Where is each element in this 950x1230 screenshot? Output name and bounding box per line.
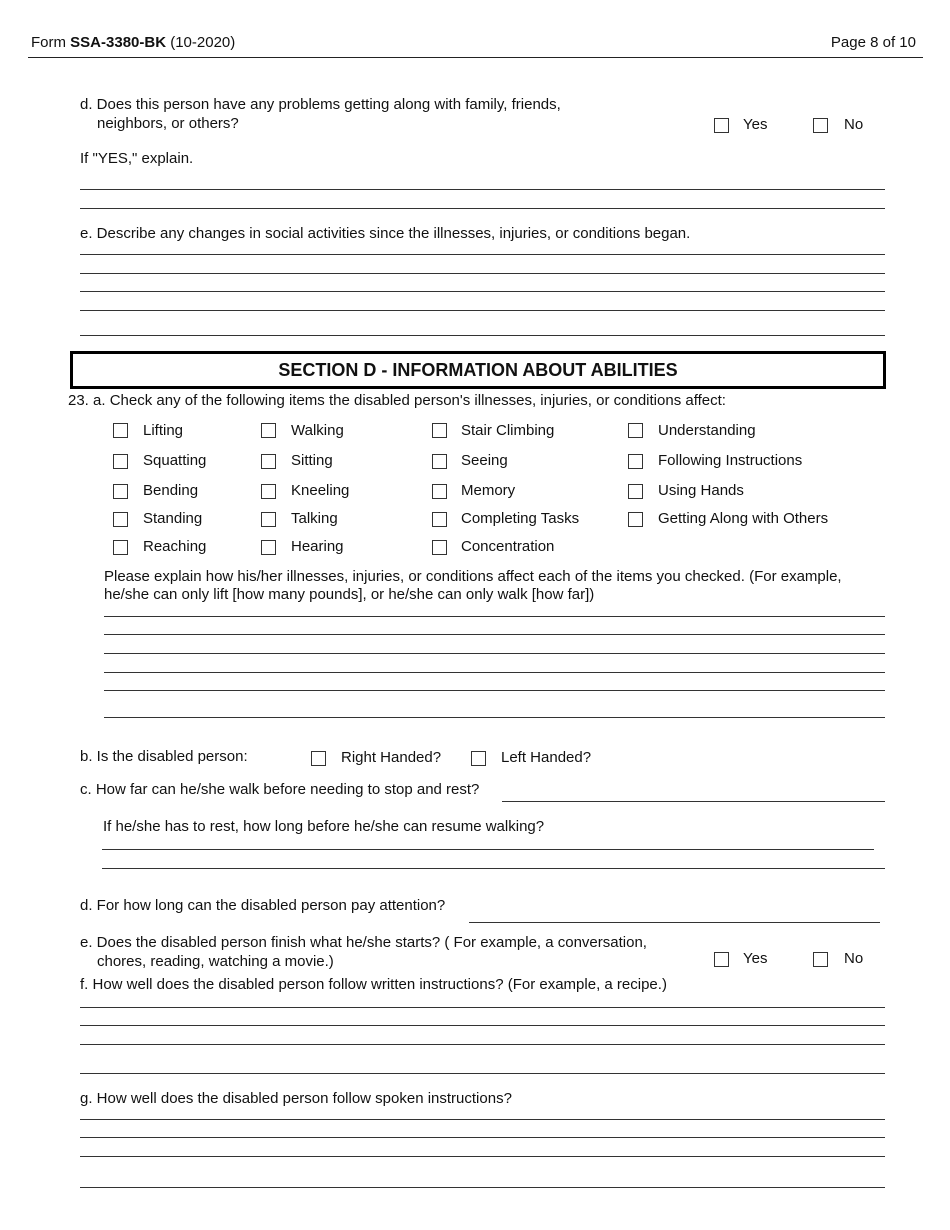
q23a-answer-line[interactable] bbox=[104, 690, 885, 691]
checkbox-squatting[interactable] bbox=[113, 454, 128, 469]
q23a-answer-line[interactable] bbox=[104, 616, 885, 617]
checkbox-sitting[interactable] bbox=[261, 454, 276, 469]
header-divider bbox=[28, 57, 923, 58]
q23b-question: b. Is the disabled person: bbox=[80, 748, 248, 765]
checkbox-understanding[interactable] bbox=[628, 423, 643, 438]
q23e-question-line2: chores, reading, watching a movie.) bbox=[97, 953, 334, 970]
q23a-answer-line[interactable] bbox=[104, 672, 885, 673]
q23a-answer-line[interactable] bbox=[104, 717, 885, 718]
q22e-answer-line[interactable] bbox=[80, 310, 885, 311]
checkbox-memory[interactable] bbox=[432, 484, 447, 499]
label-lifting: Lifting bbox=[143, 422, 184, 439]
q23f-answer-line[interactable] bbox=[80, 1025, 885, 1026]
label-completing-tasks: Completing Tasks bbox=[461, 510, 580, 527]
q22d-no-label: No bbox=[844, 116, 864, 133]
checkbox-kneeling[interactable] bbox=[261, 484, 276, 499]
q22d-yes-label: Yes bbox=[743, 116, 768, 133]
q22d-answer-line[interactable] bbox=[80, 208, 885, 209]
q23c-question: c. How far can he/she walk before needing to stop and rest? bbox=[80, 781, 480, 798]
label-hearing: Hearing bbox=[291, 538, 344, 555]
checkbox-standing[interactable] bbox=[113, 512, 128, 527]
q22e-answer-line[interactable] bbox=[80, 273, 885, 274]
checkbox-walking[interactable] bbox=[261, 423, 276, 438]
q22d-question-line1: d. Does this person have any problems getting along with family, friends, bbox=[80, 96, 561, 113]
q22e-question: e. Describe any changes in social activities since the illnesses, injuries, or conditions began. bbox=[80, 225, 691, 242]
label-talking: Talking bbox=[291, 510, 338, 527]
q22d-answer-line[interactable] bbox=[80, 189, 885, 190]
left-handed-label: Left Handed? bbox=[501, 749, 592, 766]
left-handed-checkbox[interactable] bbox=[471, 751, 486, 766]
q23f-answer-line[interactable] bbox=[80, 1044, 885, 1045]
q23e-question-line1: e. Does the disabled person finish what he/she starts? ( For example, a conversation, bbox=[80, 934, 647, 951]
q23a-question: 23. a. Check any of the following items the disabled person's illnesses, injuries, or conditions affect: bbox=[68, 392, 726, 409]
q23c-followup-answer-line[interactable] bbox=[102, 849, 874, 850]
q23c-followup-answer-line[interactable] bbox=[102, 868, 885, 869]
form-id: SSA-3380-BK bbox=[70, 34, 167, 51]
right-handed-label: Right Handed? bbox=[341, 749, 442, 766]
label-seeing: Seeing bbox=[461, 452, 508, 469]
right-handed-checkbox[interactable] bbox=[311, 751, 326, 766]
label-bending: Bending bbox=[143, 482, 199, 499]
q23e-no-label: No bbox=[844, 950, 864, 967]
label-kneeling: Kneeling bbox=[291, 482, 350, 499]
q23c-answer-line[interactable] bbox=[502, 801, 885, 802]
label-sitting: Sitting bbox=[291, 452, 333, 469]
checkbox-hearing[interactable] bbox=[261, 540, 276, 555]
q23c-followup: If he/she has to rest, how long before he/she can resume walking? bbox=[103, 818, 545, 835]
label-following-instructions: Following Instructions bbox=[658, 452, 803, 469]
q23a-explain-line2: he/she can only lift [how many pounds], or he/she can only walk [how far]) bbox=[104, 586, 595, 603]
q23g-question: g. How well does the disabled person follow spoken instructions? bbox=[80, 1090, 512, 1107]
label-squatting: Squatting bbox=[143, 452, 207, 469]
form-header bbox=[31, 34, 235, 51]
q23e-yes-label: Yes bbox=[743, 950, 768, 967]
label-using-hands: Using Hands bbox=[658, 482, 744, 499]
q23d-answer-line[interactable] bbox=[469, 922, 880, 923]
q23f-answer-line[interactable] bbox=[80, 1007, 885, 1008]
section-d-title: SECTION D - INFORMATION ABOUT ABILITIES bbox=[70, 351, 886, 389]
q23g-answer-line[interactable] bbox=[80, 1137, 885, 1138]
form-date: (10-2020) bbox=[170, 34, 236, 51]
q22d-question-line2: neighbors, or others? bbox=[97, 115, 239, 132]
label-getting-along-with-others: Getting Along with Others bbox=[658, 510, 829, 527]
checkbox-bending[interactable] bbox=[113, 484, 128, 499]
q22d-no-checkbox[interactable] bbox=[813, 118, 828, 133]
label-reaching: Reaching bbox=[143, 538, 207, 555]
q22e-answer-line[interactable] bbox=[80, 335, 885, 336]
q23a-answer-line[interactable] bbox=[104, 634, 885, 635]
checkbox-getting-along-with-others[interactable] bbox=[628, 512, 643, 527]
label-memory: Memory bbox=[461, 482, 516, 499]
q22e-answer-line[interactable] bbox=[80, 254, 885, 255]
form-prefix: Form bbox=[31, 34, 66, 51]
q23a-explain-line1: Please explain how his/her illnesses, injuries, or conditions affect each of the items you checked. (For example, bbox=[104, 568, 842, 585]
checkbox-using-hands[interactable] bbox=[628, 484, 643, 499]
q23a-answer-line[interactable] bbox=[104, 653, 885, 654]
q23f-answer-line[interactable] bbox=[80, 1073, 885, 1074]
checkbox-talking[interactable] bbox=[261, 512, 276, 527]
q23e-no-checkbox[interactable] bbox=[813, 952, 828, 967]
label-stair-climbing: Stair Climbing bbox=[461, 422, 555, 439]
q22d-yes-checkbox[interactable] bbox=[714, 118, 729, 133]
checkbox-seeing[interactable] bbox=[432, 454, 447, 469]
q22e-answer-line[interactable] bbox=[80, 291, 885, 292]
q22d-explain-prompt: If "YES," explain. bbox=[80, 150, 194, 167]
checkbox-stair-climbing[interactable] bbox=[432, 423, 447, 438]
checkbox-following-instructions[interactable] bbox=[628, 454, 643, 469]
page-number: Page 8 of 10 bbox=[830, 34, 916, 51]
q23g-answer-line[interactable] bbox=[80, 1119, 885, 1120]
q23g-answer-line[interactable] bbox=[80, 1156, 885, 1157]
q23d-question: d. For how long can the disabled person pay attention? bbox=[80, 897, 446, 914]
checkbox-lifting[interactable] bbox=[113, 423, 128, 438]
q23e-yes-checkbox[interactable] bbox=[714, 952, 729, 967]
label-walking: Walking bbox=[291, 422, 344, 439]
label-concentration: Concentration bbox=[461, 538, 555, 555]
label-standing: Standing bbox=[143, 510, 203, 527]
checkbox-reaching[interactable] bbox=[113, 540, 128, 555]
checkbox-concentration[interactable] bbox=[432, 540, 447, 555]
label-understanding: Understanding bbox=[658, 422, 756, 439]
q23f-question: f. How well does the disabled person follow written instructions? (For example, a recipe.) bbox=[80, 976, 667, 993]
q23g-answer-line[interactable] bbox=[80, 1187, 885, 1188]
checkbox-completing-tasks[interactable] bbox=[432, 512, 447, 527]
